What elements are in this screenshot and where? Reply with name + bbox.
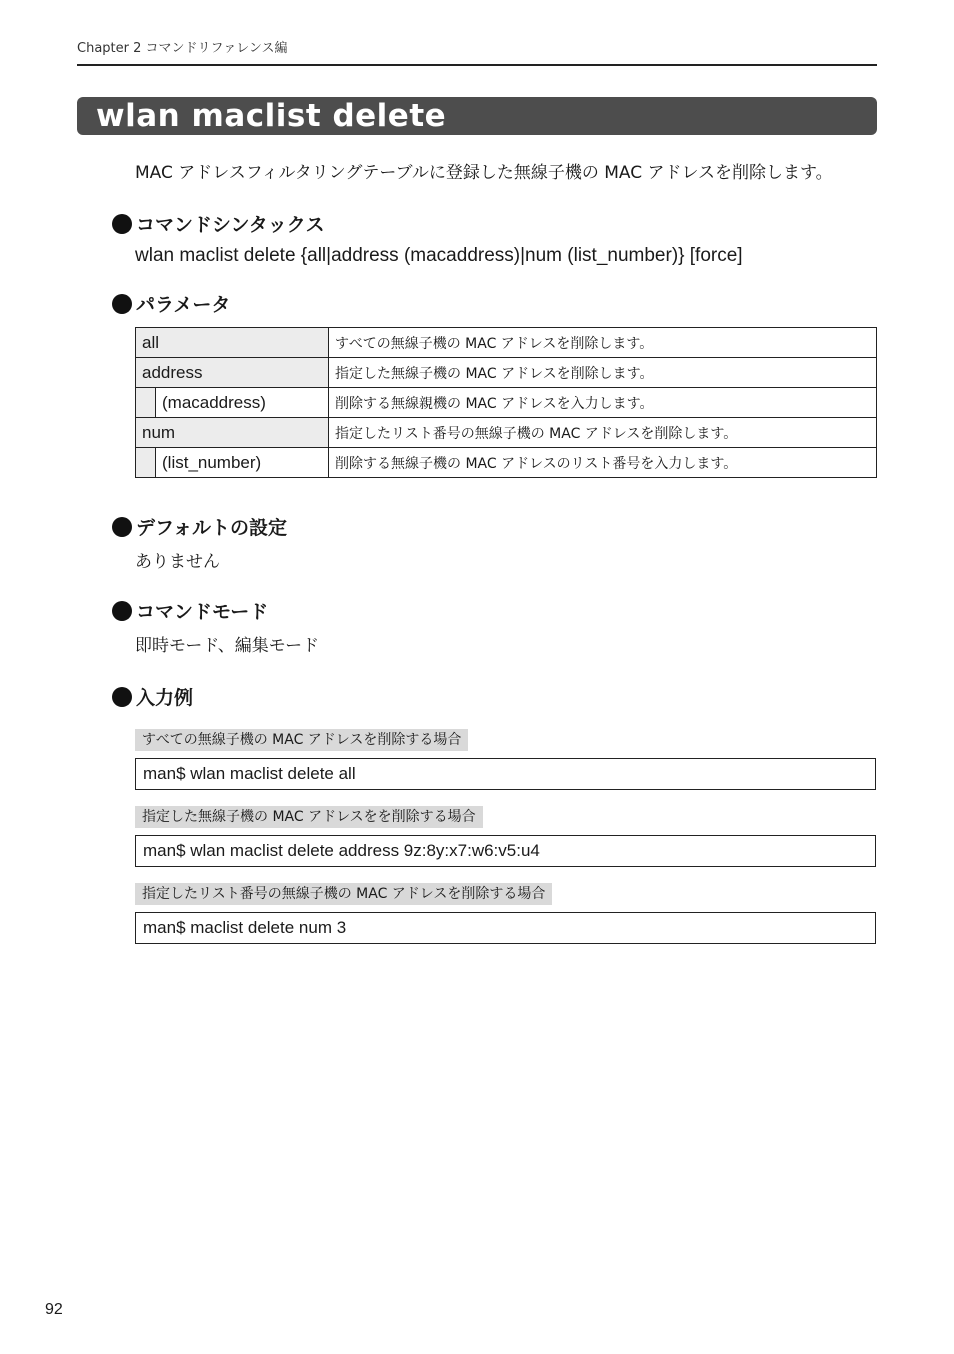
example-label: すべての無線子機の MAC アドレスを削除する場合 (135, 729, 468, 751)
section-heading-label: コマンドシンタックス (136, 214, 325, 236)
param-cell: all (136, 328, 329, 358)
section-heading-label: パラメータ (136, 294, 231, 316)
section-heading-examples (112, 683, 193, 710)
running-head: Chapter 2 コマンドリファレンス編 (77, 41, 288, 56)
default-text: ありません (135, 552, 220, 572)
bullet-icon (112, 294, 132, 314)
table-row (136, 358, 877, 388)
table-row (136, 418, 877, 448)
table-row (136, 328, 877, 358)
section-heading-mode (112, 597, 268, 624)
desc-cell: すべての無線子機の MAC アドレスを削除します。 (329, 328, 877, 358)
section-heading-label: デフォルトの設定 (136, 517, 288, 539)
indent-cell (136, 388, 156, 418)
bullet-icon (112, 687, 132, 707)
desc-cell: 削除する無線親機の MAC アドレスを入力します。 (329, 388, 877, 418)
table-row (136, 448, 877, 478)
page-number: 92 (45, 1301, 63, 1318)
example-command: man$ wlan maclist delete all (135, 758, 876, 790)
mode-text: 即時モード、編集モード (135, 636, 320, 656)
example-label: 指定した無線子機の MAC アドレスをを削除する場合 (135, 806, 483, 828)
desc-cell: 指定したリスト番号の無線子機の MAC アドレスを削除します。 (329, 418, 877, 448)
example-label: 指定したリスト番号の無線子機の MAC アドレスを削除する場合 (135, 883, 552, 905)
param-cell: num (136, 418, 329, 448)
table-row (136, 388, 877, 418)
param-cell: (list_number) (156, 448, 329, 478)
indent-cell (136, 448, 156, 478)
section-heading-parameters (112, 290, 230, 317)
intro-text: MAC アドレスフィルタリングテーブルに登録した無線子機の MAC アドレスを削除します。 (135, 163, 833, 183)
desc-cell: 削除する無線子機の MAC アドレスのリスト番号を入力します。 (329, 448, 877, 478)
bullet-icon (112, 517, 132, 537)
section-heading-default (112, 513, 287, 540)
title-bar (77, 97, 877, 135)
example-command: man$ maclist delete num 3 (135, 912, 876, 944)
section-heading-syntax (112, 210, 325, 237)
bullet-icon (112, 601, 132, 621)
param-cell: address (136, 358, 329, 388)
header-rule (77, 64, 877, 66)
parameter-table (135, 327, 877, 478)
section-heading-label: コマンドモード (136, 601, 269, 623)
param-cell: (macaddress) (156, 388, 329, 418)
desc-cell: 指定した無線子機の MAC アドレスを削除します。 (329, 358, 877, 388)
page-title: wlan maclist delete (96, 98, 447, 134)
section-heading-label: 入力例 (136, 687, 194, 709)
syntax-text: wlan maclist delete {all|address (macaddress)|num (list_number)} [force] (135, 245, 743, 266)
bullet-icon (112, 214, 132, 234)
example-command: man$ wlan maclist delete address 9z:8y:x7:w6:v5:u4 (135, 835, 876, 867)
